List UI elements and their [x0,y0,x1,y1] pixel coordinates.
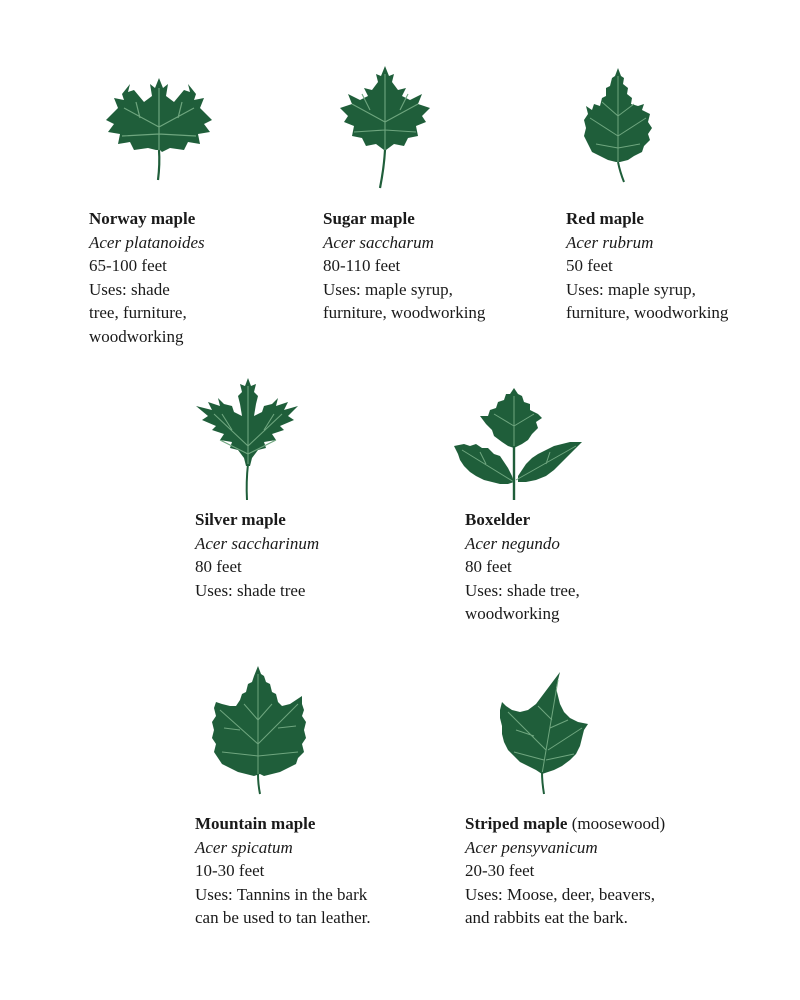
common-name: Silver maple [195,510,286,529]
mountain-maple-leaf-icon [210,664,308,796]
common-name: Sugar maple [323,209,415,228]
height-range: 10-30 feet [195,861,265,881]
common-name-line [465,812,665,836]
uses-line: Uses: maple syrup, [323,279,453,299]
height-range: 80-110 feet [323,256,401,276]
uses-line: Uses: Tannins in the bark [195,884,368,904]
striped-maple-leaf-icon [498,670,592,796]
uses-line: and rabbits eat the bark. [465,908,628,928]
uses-line: Uses: shade tree [195,580,306,600]
common-name: Boxelder [465,510,531,529]
scientific-name: Acer saccharum [323,232,434,252]
height-range: 65-100 feet [89,256,167,276]
alternate-name: (moosewood) [571,814,666,833]
scientific-name: Acer saccharinum [195,533,320,553]
scientific-name: Acer platanoides [89,232,205,252]
uses-line: Uses: Moose, deer, beavers, [465,884,656,904]
uses-line: Uses: shade tree, [465,580,580,600]
uses-line: woodworking [89,326,184,346]
species-entry-striped-maple [465,812,665,930]
height-range: 80 feet [195,557,242,577]
common-name: Mountain maple [195,814,316,833]
uses-line: woodworking [465,604,560,624]
species-entry-sugar-maple [323,207,485,325]
scientific-name: Acer rubrum [566,232,654,252]
species-entry-silver-maple [195,508,319,602]
uses-line: furniture, woodworking [566,303,729,323]
common-name: Red maple [566,209,644,228]
uses-line: tree, furniture, [89,303,187,323]
species-entry-red-maple [566,207,728,325]
uses-line: Uses: maple syrup, [566,279,696,299]
sugar-maple-leaf-icon [334,64,436,190]
scientific-name: Acer negundo [465,533,560,553]
uses-line: furniture, woodworking [323,303,486,323]
uses-line: can be used to tan leather. [195,908,371,928]
norway-maple-leaf-icon [100,72,218,182]
height-range: 50 feet [566,256,613,276]
species-entry-norway-maple [89,207,205,349]
common-name: Striped maple [465,814,568,833]
scientific-name: Acer spicatum [195,837,293,857]
silver-maple-leaf-icon [192,376,304,502]
height-range: 80 feet [465,557,512,577]
boxelder-leaf-icon [452,386,584,502]
red-maple-leaf-icon [580,66,656,184]
scientific-name: Acer pensyvanicum [465,837,598,857]
common-name: Norway maple [89,209,196,228]
height-range: 20-30 feet [465,861,535,881]
uses-line: Uses: shade [89,279,170,299]
species-entry-mountain-maple [195,812,371,930]
species-entry-boxelder [465,508,580,626]
